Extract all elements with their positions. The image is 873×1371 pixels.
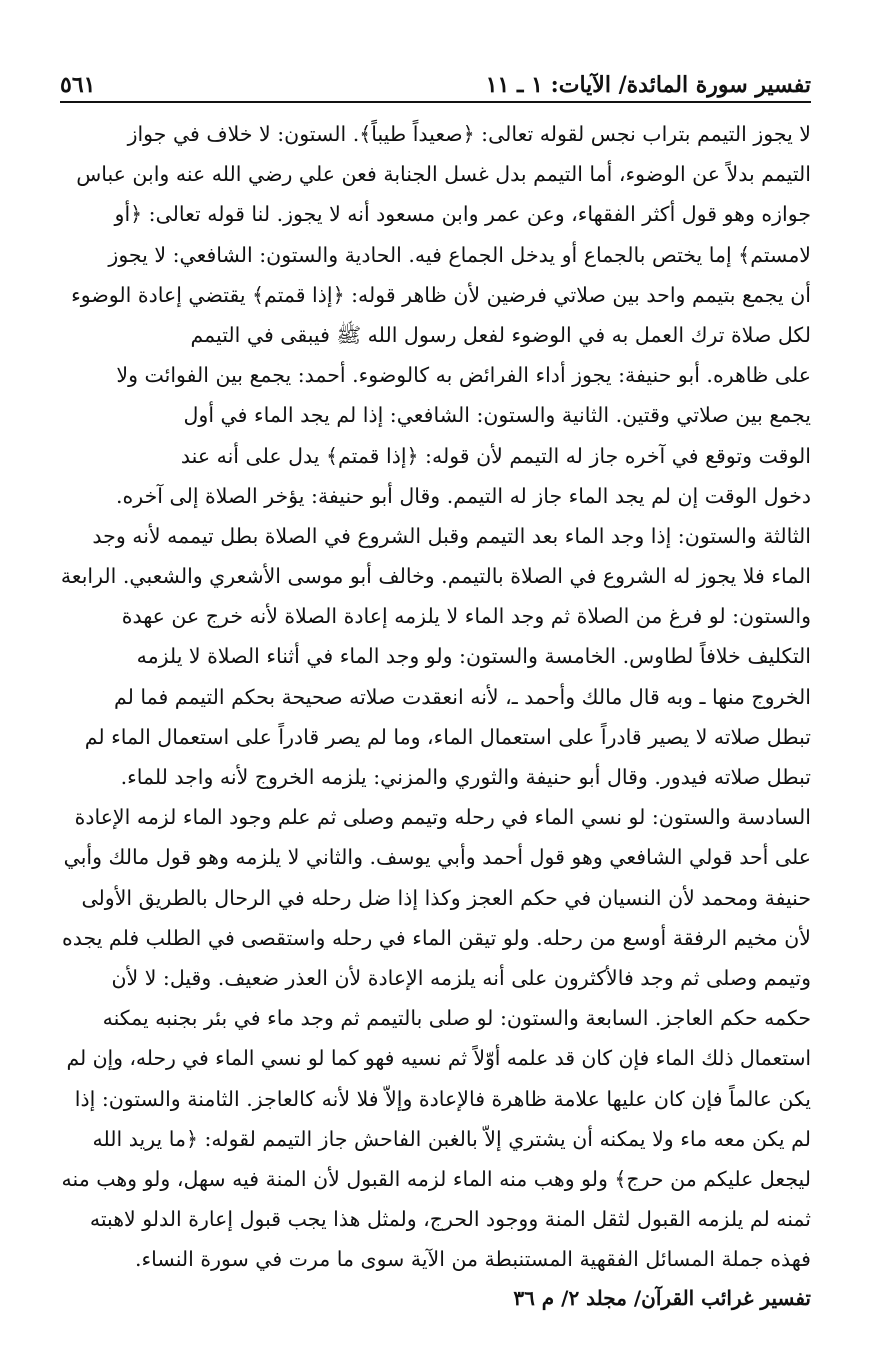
header-rule: [60, 101, 811, 103]
text-line: حنيفة ومحمد لأن النسيان في حكم العجز وكذا إذا ضل رحله في الرحال بالطريق الأولى: [81, 885, 811, 910]
running-title: تفسير سورة المائدة/ الآيات: ١ ـ ١١: [485, 72, 811, 98]
text-line: ثمنه لم يلزمه القبول لثقل المنة ووجود الحرج، ولمثل هذا يجب قبول إعارة الدلو لاهبته: [89, 1207, 811, 1232]
text-line: ليجعل عليكم من حرج﴾ ولو وهب منه الماء لزمه القبول لأن المنة فيه سهل، ولو وهب منه: [61, 1166, 811, 1191]
text-line: تبطل صلاته لا يصير قادراً على استعمال الماء، وما لم يصر قادراً على استعمال الماء لم: [84, 724, 811, 749]
text-line: دخول الوقت إن لم يجد الماء جاز له التيمم. وقال أبو حنيفة: يؤخر الصلاة إلى آخره.: [116, 483, 811, 508]
running-header: [60, 62, 811, 98]
text-line: حكمه حكم العاجز. السابعة والستون: لو صلى بالتيمم ثم وجد ماء في بئر بجنبه يمكنه: [102, 1006, 811, 1031]
text-line: التيمم بدلاً عن الوضوء، أما التيمم بدل غسل الجنابة فعن علي رضي الله عنه وابن عباس: [76, 162, 811, 187]
text-line: على ظاهره. أبو حنيفة: يجوز أداء الفرائض به كالوضوء. أحمد: يجمع بين الفوائت ولا: [116, 363, 811, 388]
text-line: لم يكن معه ماء ولا يمكنه أن يشتري إلاّ بالغبن الفاحش جاز التيمم لقوله: ﴿ما يريد الله: [92, 1126, 811, 1151]
text-line: الثالثة والستون: إذا وجد الماء بعد التيمم وقبل الشروع في الصلاة بطل تيممه لأنه وجد: [92, 523, 811, 548]
text-line: لكل صلاة ترك العمل به في الوضوء لفعل رسول الله ﷺ فيبقى في التيمم: [190, 322, 811, 347]
text-line: والستون: لو فرغ من الصلاة ثم وجد الماء لا يلزمه إعادة الصلاة لأنه خرج عن عهدة: [121, 604, 811, 629]
text-line: لا يجوز التيمم بتراب نجس لقوله تعالى: ﴿صعيداً طيباً﴾. الستون: لا خلاف في جواز: [127, 122, 811, 146]
body-text: [60, 114, 811, 1279]
page-number: ٥٦١: [60, 72, 96, 98]
text-line: الوقت وتوقع في آخره جاز له التيمم لأن قوله: ﴿إذا قمتم﴾ يدل على أنه عند: [180, 443, 811, 468]
text-line: يكن عالماً فإن كان عليها علامة ظاهرة فالإعادة وإلاّ فلا لأنه كالعاجز. الثامنة والستون: إذا: [74, 1086, 811, 1111]
text-line: لامستم﴾ إما يختص بالجماع أو يدخل الجماع فيه. الحادية والستون: الشافعي: لا يجوز: [108, 242, 811, 267]
text-line: استعمال ذلك الماء فإن كان قد علمه أوّلاً ثم نسيه فهو كما لو نسي الماء في رحله، وإن لم: [66, 1046, 811, 1071]
text-line: السادسة والستون: لو نسي الماء في رحله وتيمم وصلى ثم علم وجود الماء لزمه الإعادة: [74, 805, 811, 830]
text-line: لأن مخيم الرفقة أوسع من رحله. ولو تيقن الماء في رحله واستقصى في الطلب فلم يجده: [61, 925, 811, 950]
text-line: الماء فلا يجوز له الشروع في الصلاة بالتيمم. وخالف أبو موسى الأشعري والشعبي. الرابعة: [60, 564, 811, 589]
footer-signature: تفسير غرائب القرآن/ مجلد ٢/ م ٣٦: [513, 1286, 811, 1310]
text-line: فهذه جملة المسائل الفقهية المستنبطة من الآية سوى ما مرت في سورة النساء.: [135, 1247, 811, 1272]
text-line: أن يجمع بتيمم واحد بين صلاتي فرضين لأن ظاهر قوله: ﴿إذا قمتم﴾ يقتضي إعادة الوضوء: [71, 282, 811, 307]
text-line: الخروج منها ـ وبه قال مالك وأحمد ـ، لأنه انعقدت صلاته صحيحة بحكم التيمم فما لم: [113, 684, 811, 709]
text-line: على أحد قولي الشافعي وهو قول أحمد وأبي يوسف. والثاني لا يلزمه وهو قول مالك وأبي: [63, 845, 811, 870]
text-line: جوازه وهو قول أكثر الفقهاء، وعن عمر وابن مسعود أنه لا يجوز. لنا قوله تعالى: ﴿أو: [114, 202, 811, 227]
text-line: يجمع بين صلاتي وقتين. الثانية والستون: الشافعي: إذا لم يجد الماء في أول: [183, 403, 811, 428]
text-line: تبطل صلاته فيدور. وقال أبو حنيفة والثوري والمزني: يلزمه الخروج لأنه واجد للماء.: [120, 765, 811, 789]
text-line: التكليف خلافاً لطاوس. الخامسة والستون: ولو وجد الماء في أثناء الصلاة لا يلزمه: [136, 644, 811, 669]
text-line: وتيمم وصلى ثم وجد فالأكثرون على أنه يلزمه الإعادة لأن العذر ضعيف. وقيل: لا لأن: [111, 965, 811, 990]
